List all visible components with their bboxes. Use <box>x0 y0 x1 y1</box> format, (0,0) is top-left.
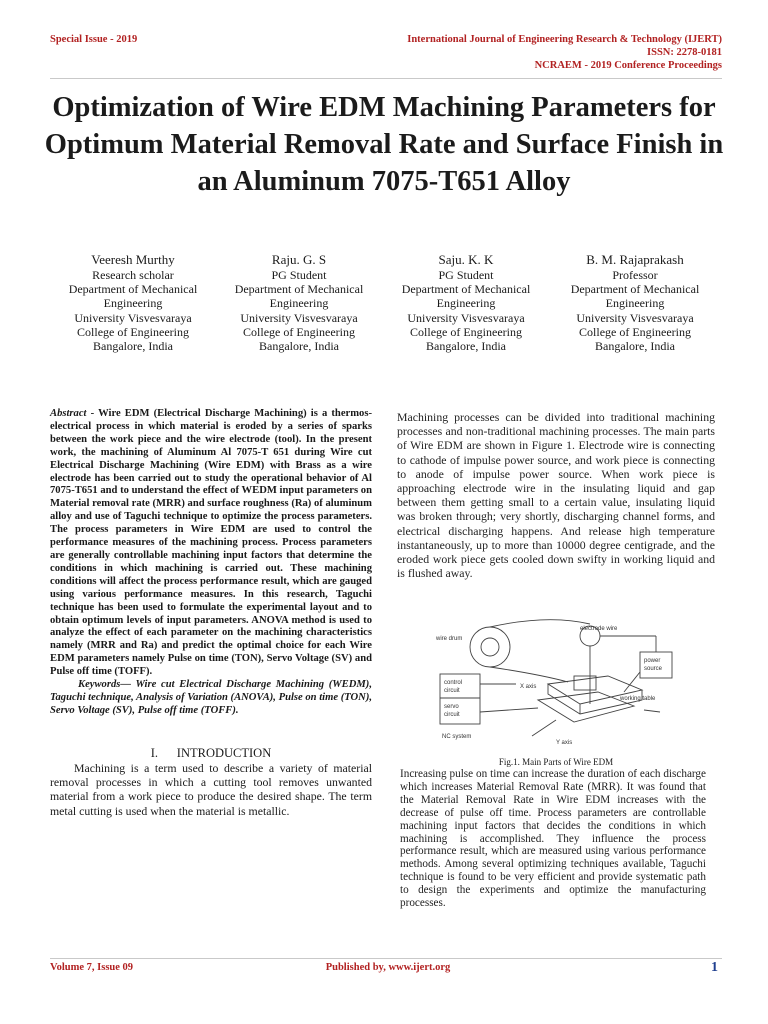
author-city: Bangalore, India <box>93 339 173 354</box>
wire-drum-shape <box>470 627 510 667</box>
author-dept: Department of Mechanical <box>234 282 364 297</box>
paper-title: Optimization of Wire EDM Machining Parameters for Optimum Material Removal Rate and Surface Finish in an Aluminum 7075-T651 Alloy <box>44 92 724 197</box>
author-university: University Visvesvaraya <box>576 310 694 325</box>
author-role: Research scholar <box>92 268 174 282</box>
author-university: University Visvesvaraya <box>240 310 358 325</box>
conference-name: NCRAEM - 2019 Conference Proceedings <box>534 60 722 71</box>
author-dept: Engineering <box>605 296 665 311</box>
author-dept: Department of Mechanical <box>570 282 700 297</box>
header-divider <box>50 78 722 79</box>
author-role: PG Student <box>271 268 327 282</box>
figure-label-power-source: power <box>644 658 661 664</box>
page-number: 1 <box>711 960 718 975</box>
figure-caption: Fig.1. Main Parts of Wire EDM <box>498 757 614 767</box>
wire-path <box>490 620 590 627</box>
author-dept: Department of Mechanical <box>401 282 531 297</box>
figure-label-control-circuit: circuit <box>444 688 460 694</box>
footer-divider <box>50 958 722 959</box>
special-issue-label: Special Issue - 2019 <box>50 34 138 45</box>
wire-edm-figure <box>428 612 702 752</box>
author-dept: Engineering <box>269 296 329 311</box>
author-block <box>48 252 218 353</box>
author-city: Bangalore, India <box>595 339 675 354</box>
abstract <box>50 408 372 718</box>
author-role: Professor <box>612 268 658 282</box>
figure-label-electrode-wire: electrode wire <box>580 626 618 632</box>
author-block <box>381 252 551 353</box>
figure-label-servo-circuit: circuit <box>444 712 460 718</box>
author-block <box>214 252 384 353</box>
author-name: B. M. Rajaprakash <box>586 252 684 267</box>
author-university: College of Engineering <box>243 324 355 339</box>
abstract-label: Abstract <box>50 408 87 419</box>
abstract-text: - Wire EDM (Electrical Discharge Machining) is a thermos-electrical process in which material is eroded by a series of sparks between the work piece and the wire electrode (tool). In the present work, the machining of Aluminum Al 7075-T 651 during Wire cut Electrical Discharge Machining (Wire EDM) with Brass as a wire electrode has been carried out to study the operational behavior of Al 7075-T651 and to understand the effect of WEDM input parameters on Material removal rate (MRR) and surface roughness (Ra) of aluminum alloy and use of Taguchi technique to optimize the process parameters. The process parameters in Wire EDM are used to control the performance measures of the machining process. Process parameters are generally controllable machining input factors that determine the conditions in which machining is carried out. These machining conditions will affect the process performance result, which are gauged using various performance measures. In this research, Taguchi technique has been used to formulate the experimental layout and to obtain optimum levels of input parameters. ANOVA method is used to analyze the effect of each parameter on the machining characteristics namely (MRR and Ra) and predict the optimal choice for each Wire EDM parameters namely Pulse on time (TON), Servo Voltage (SV) and Pulse off time (TOFF). <box>50 408 372 678</box>
author-city: Bangalore, India <box>426 339 506 354</box>
author-university: College of Engineering <box>410 324 522 339</box>
author-name: Saju. K. K <box>438 252 494 267</box>
right-column-paragraph: Increasing pulse on time can increase the duration of each discharge which increases Material Removal Rate (MRR). It was found that the Material Removal Rate in Wire EDM increases with the decrease of pulse off time. Process parameters are controllable machining input factors that decides the conditions in which machining is accomplished. They influence the process performance result, which are measured using various performance methods. Among several optimizing techniques available, Taguchi technique is found to be very efficient and provide systematic path to design the experiments and optimize the manufacturing processes. <box>400 768 706 910</box>
figure-label-x-axis: X axis <box>520 684 537 690</box>
section-heading-introduction: I. INTRODUCTION <box>150 746 272 760</box>
power-source-box <box>640 652 672 678</box>
figure-label-nc-system: NC system <box>442 734 472 740</box>
figure-label-wire-drum: wire drum <box>436 636 463 642</box>
author-name: Veeresh Murthy <box>91 252 175 267</box>
author-role: PG Student <box>438 268 494 282</box>
journal-header <box>407 33 722 72</box>
author-university: University Visvesvaraya <box>74 310 192 325</box>
author-dept: Engineering <box>436 296 496 311</box>
author-name: Raju. G. S <box>271 252 327 267</box>
keywords: Keywords— Wire cut Electrical Discharge Machining (WEDM), Taguchi technique, Analysis of Variation (ANOVA), Pulse on time (TON), Servo Voltage (SV), Pulse off time (TOFF). <box>50 679 372 716</box>
publisher-link[interactable]: Published by, www.ijert.org <box>325 962 451 973</box>
introduction-text: Machining is a term used to describe a variety of material removal processes in which a cutting tool removes unwanted material from a work piece to produce the desired shape. The term metal cutting is used when the material is metallic. <box>50 761 372 818</box>
figure-label-y-axis: Y axis <box>556 740 573 746</box>
volume-issue: Volume 7, Issue 09 <box>50 962 134 973</box>
author-university: College of Engineering <box>579 324 691 339</box>
figure-label-servo-circuit: servo <box>444 704 459 710</box>
author-dept: Engineering <box>103 296 163 311</box>
author-university: College of Engineering <box>77 324 189 339</box>
journal-name: International Journal of Engineering Research & Technology (IJERT) <box>407 34 722 45</box>
author-dept: Department of Mechanical <box>68 282 198 297</box>
author-block <box>550 252 720 353</box>
author-city: Bangalore, India <box>259 339 339 354</box>
figure-label-power-source: source <box>644 666 663 672</box>
issn: ISSN: 2278-0181 <box>647 47 722 58</box>
author-university: University Visvesvaraya <box>407 310 525 325</box>
figure-label-control-circuit: control <box>444 680 463 686</box>
right-column-paragraph: Machining processes can be divided into traditional machining processes and non-traditional machining processes. The main parts of Wire EDM are shown in Figure 1. Electrode wire is connecting to cathode of impulse power source, and work piece is connecting to anode of impulse power source. When work piece is approaching electrode wire in the insulating liquid and gap between them getting small to a certain value, insulating liquid was broken through; very shortly, discharging channel forms, and electrical discharging happens. And release high temperature instantaneously, up to more than 10000 degree centigrade, and the eroded work piece gets cooled down swifty in working liquid and is flushed away. <box>397 410 715 581</box>
figure-label-working-table: working table <box>620 696 656 702</box>
